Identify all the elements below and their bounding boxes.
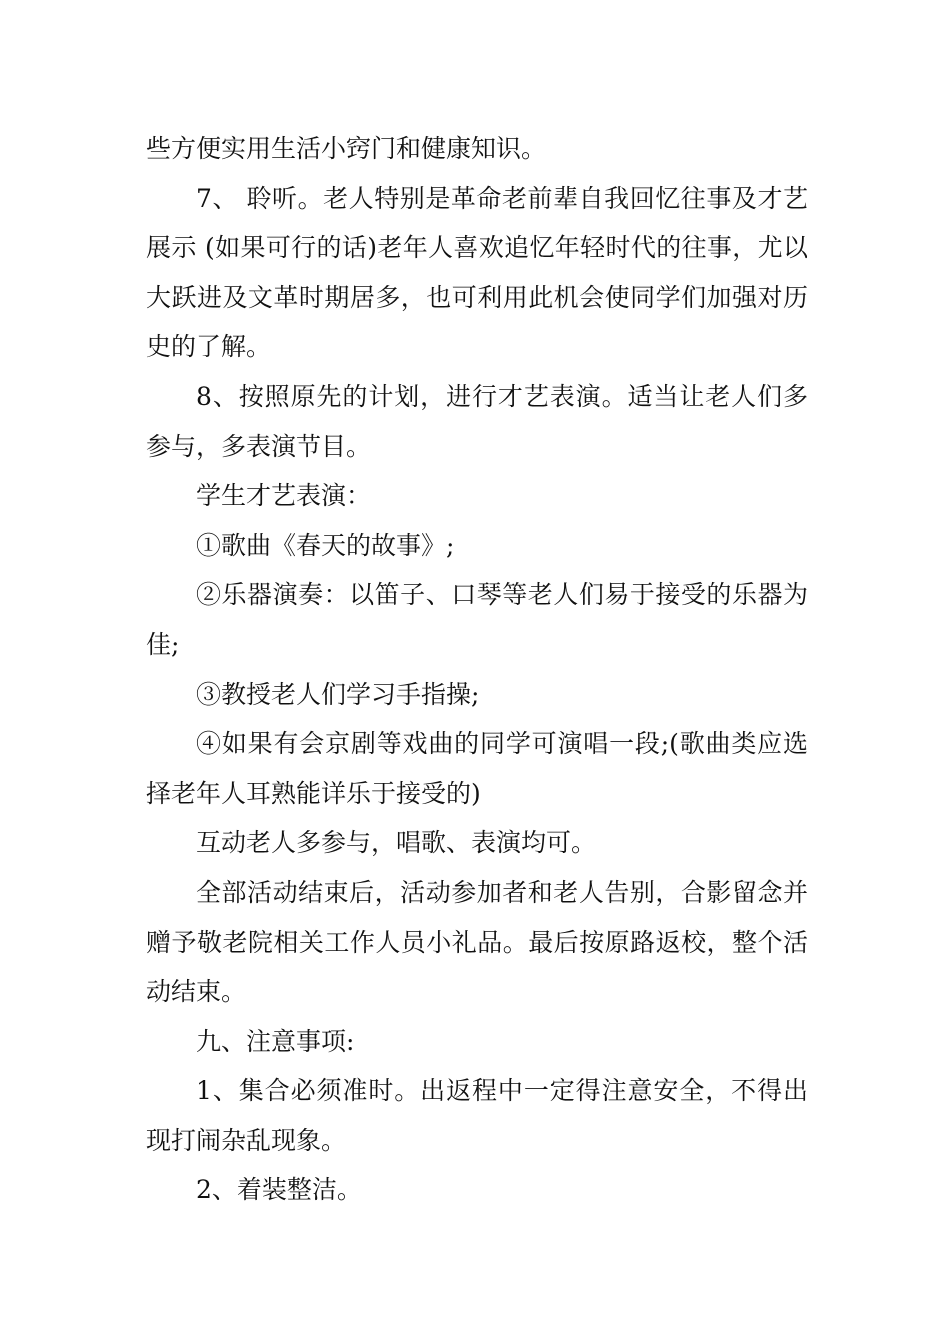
paragraph-activity-end: 全部活动结束后，活动参加者和老人告别，合影留念并赠予敬老院相关工作人员小礼品。最后按原路返校，整个活动结束。 [146,877,808,1007]
paragraph-note-2: 2、着装整洁。 [196,1175,362,1205]
paragraph-performance-song: ①歌曲《春天的故事》; [196,530,455,560]
paragraph-interaction: 互动老人多参与，唱歌、表演均可。 [196,828,597,858]
paragraph-student-performance-heading: 学生才艺表演： [196,481,372,511]
paragraph-continuation: 些方便实用生活小窍门和健康知识。 [146,134,547,163]
paragraph-section-notes-heading: 九、注意事项: [196,1026,355,1056]
paragraph-item-7: 7、 聆听。老人特别是革命老前辈自我回忆往事及才艺展示 (如果可行的话)老年人喜欢追忆年轻时代的往事，尤以大跃进及文革时期居多，也可利用此机会使同学们加强对历史的了解。 [146,183,808,362]
paragraph-item-8: 8、按照原先的计划，进行才艺表演。适当让老人们多参与，多表演节目。 [146,381,808,461]
paragraph-performance-opera: ④如果有会京剧等戏曲的同学可演唱一段;(歌曲类应选择老年人耳熟能详乐于接受的) [146,729,808,808]
paragraph-performance-instrument: ②乐器演奏：以笛子、口琴等老人们易于接受的乐器为佳; [146,580,808,659]
paragraph-note-1: 1、集合必须准时。出返程中一定得注意安全，不得出现打闹杂乱现象。 [146,1076,808,1155]
paragraph-performance-finger-exercise: ③教授老人们学习手指操; [196,679,480,709]
document-body [146,124,808,1215]
